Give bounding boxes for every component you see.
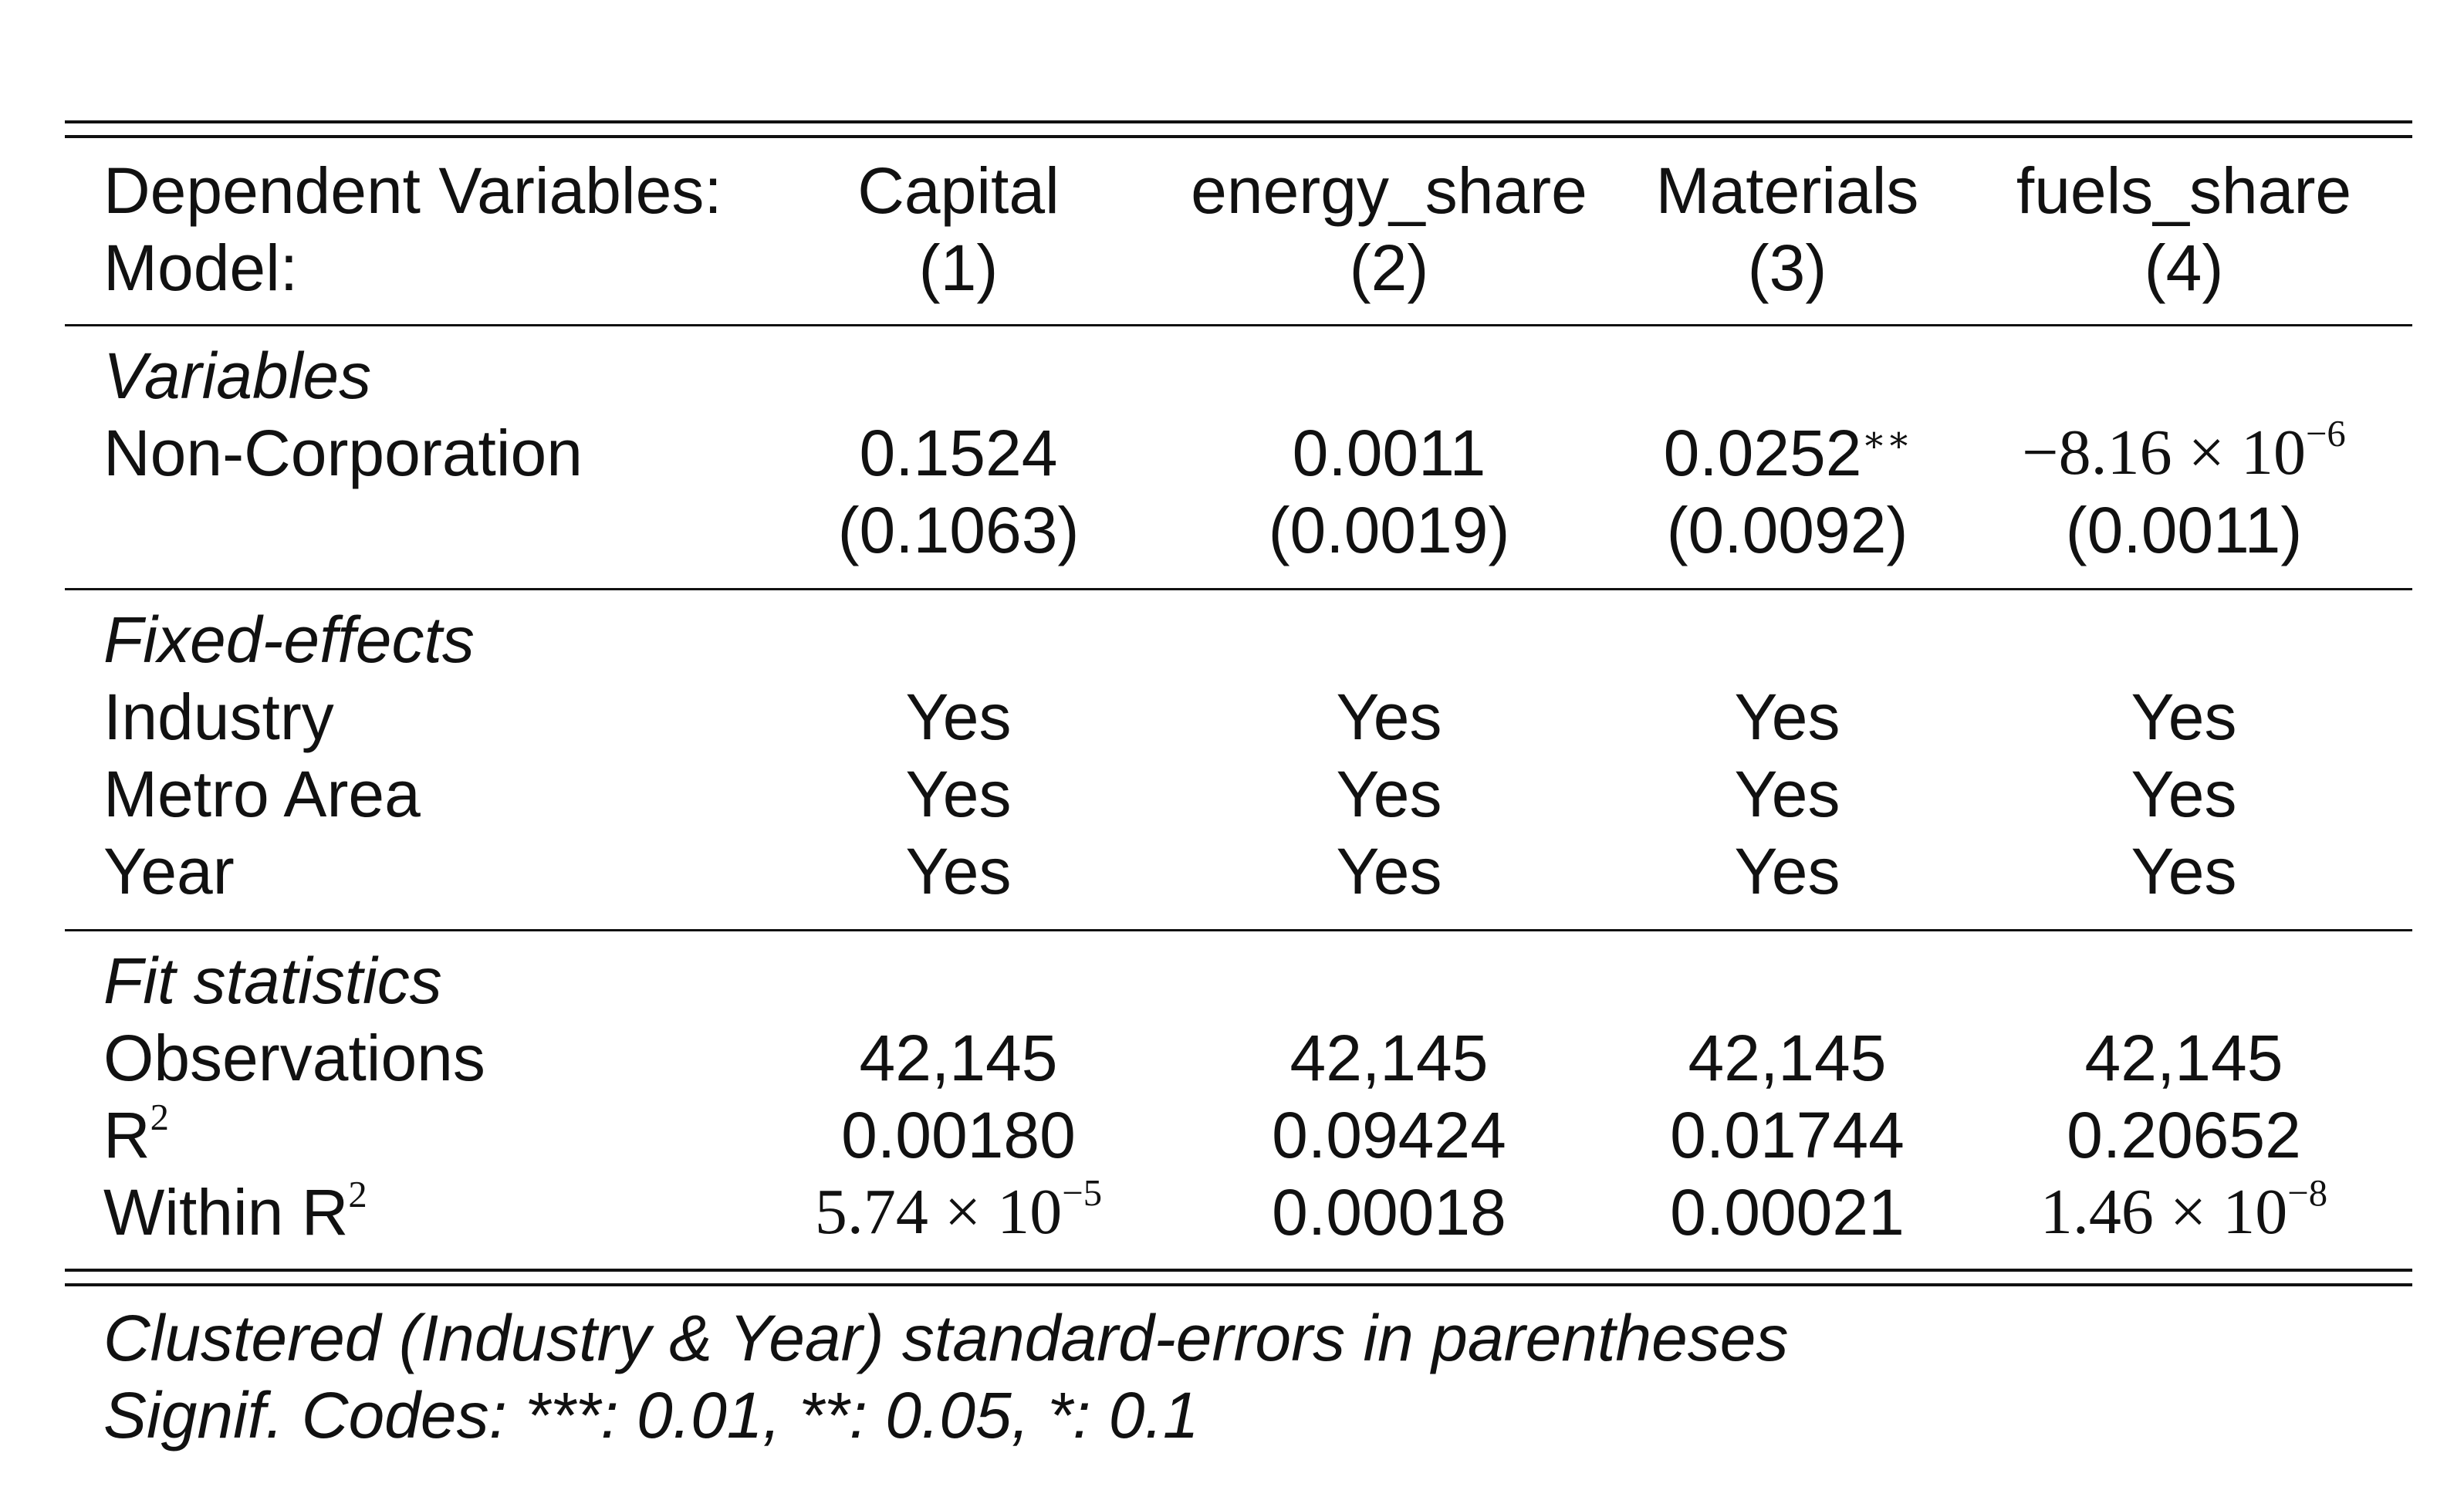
obs-col-1: 42,145: [859, 1022, 1058, 1094]
fe-industry-col-1: Yes: [905, 681, 1012, 753]
r2-col-3: 0.01744: [1670, 1099, 1905, 1171]
within-r2-label: [103, 1174, 367, 1251]
model-col-2: (2): [1349, 231, 1429, 304]
coef-col-3-value: 0.0252: [1663, 417, 1862, 489]
dep-var-col-4: fuels_share: [2016, 154, 2352, 227]
se-col-4: (0.0011): [2065, 494, 2303, 566]
fe-industry-col-4: Yes: [2131, 681, 2237, 753]
fe-metro-col-3: Yes: [1734, 758, 1840, 830]
obs-col-4: 42,145: [2084, 1022, 2283, 1094]
fe-year-col-2: Yes: [1336, 835, 1442, 907]
fe-metro-col-1: Yes: [905, 758, 1012, 830]
within-r2-col-1: [742, 1171, 1175, 1251]
dep-var-col-1: Capital: [857, 154, 1060, 227]
r2-col-1: 0.00180: [841, 1099, 1076, 1171]
r2-col-4: 0.20652: [2067, 1099, 2301, 1171]
coef-col-4: [1968, 414, 2400, 492]
header-rule: [65, 324, 2412, 326]
fixed-effects-rule: [65, 929, 2412, 931]
notes-clustered: Clustered (Industry & Year) standard-errors in parentheses: [103, 1302, 1789, 1374]
se-col-1: (0.1063): [837, 494, 1080, 566]
se-col-2: (0.0019): [1268, 494, 1510, 566]
fe-metro-label: Metro Area: [103, 758, 421, 830]
top-rule-2: [65, 135, 2412, 138]
dep-var-col-2: energy_share: [1191, 154, 1587, 227]
notes-signif-codes: Signif. Codes: ***: 0.01, **: 0.05, *: 0.1: [103, 1379, 1199, 1452]
fe-industry-col-3: Yes: [1734, 681, 1840, 753]
within-r2-col-1-exponent: −5: [1062, 1171, 1103, 1214]
within-r2-label-text: Within R: [103, 1176, 349, 1249]
dependent-variables-label: Dependent Variables:: [103, 154, 722, 227]
fe-year-col-4: Yes: [2131, 835, 2237, 907]
variables-section-label: Variables: [103, 340, 372, 412]
se-col-3: (0.0092): [1666, 494, 1908, 566]
coef-col-2-value: 0.0011: [1292, 417, 1486, 489]
r2-col-2: 0.09424: [1272, 1099, 1506, 1171]
top-rule-1: [65, 120, 2412, 123]
fe-industry-col-2: Yes: [1336, 681, 1442, 753]
model-label: Model:: [103, 231, 299, 304]
coef-col-3: [1571, 414, 2003, 492]
fe-year-col-1: Yes: [905, 835, 1012, 907]
fe-metro-col-2: Yes: [1336, 758, 1442, 830]
fe-year-col-3: Yes: [1734, 835, 1840, 907]
r2-label-text: R: [103, 1099, 150, 1171]
fe-metro-col-4: Yes: [2131, 758, 2237, 830]
model-col-1: (1): [918, 231, 999, 304]
bottom-rule-1: [65, 1269, 2412, 1272]
significance-stars: ∗∗: [1861, 419, 1911, 460]
r2-label-sup: 2: [150, 1096, 170, 1138]
within-r2-col-4: [1968, 1171, 2400, 1251]
within-r2-label-sup: 2: [348, 1173, 367, 1215]
dep-var-col-3: Materials: [1655, 154, 1919, 227]
coef-col-1: [742, 414, 1175, 492]
fe-year-label: Year: [103, 835, 235, 907]
r2-label: [103, 1097, 169, 1174]
model-col-4: (4): [2144, 231, 2224, 304]
obs-col-3: 42,145: [1688, 1022, 1887, 1094]
coef-col-4-exponent: −6: [2305, 412, 2346, 455]
coef-col-4-base: −8.16 × 10: [2022, 417, 2306, 488]
non-corporation-label: Non-Corporation: [103, 417, 583, 489]
within-r2-col-1-base: 5.74 × 10: [814, 1176, 1063, 1248]
within-r2-col-4-base: 1.46 × 10: [2040, 1176, 2288, 1248]
bottom-rule-2: [65, 1283, 2412, 1286]
within-r2-col-2: 0.00018: [1272, 1176, 1506, 1249]
fit-statistics-section-label: Fit statistics: [103, 945, 442, 1017]
model-col-3: (3): [1747, 231, 1827, 304]
coef-col-2: [1173, 414, 1605, 492]
within-r2-col-3: 0.00021: [1670, 1176, 1905, 1249]
variables-rule: [65, 588, 2412, 590]
coef-col-1-value: 0.1524: [859, 417, 1058, 489]
within-r2-col-4-exponent: −8: [2287, 1171, 2328, 1214]
fe-industry-label: Industry: [103, 681, 334, 753]
observations-label: Observations: [103, 1022, 485, 1094]
fixed-effects-section-label: Fixed-effects: [103, 603, 475, 676]
obs-col-2: 42,145: [1289, 1022, 1489, 1094]
